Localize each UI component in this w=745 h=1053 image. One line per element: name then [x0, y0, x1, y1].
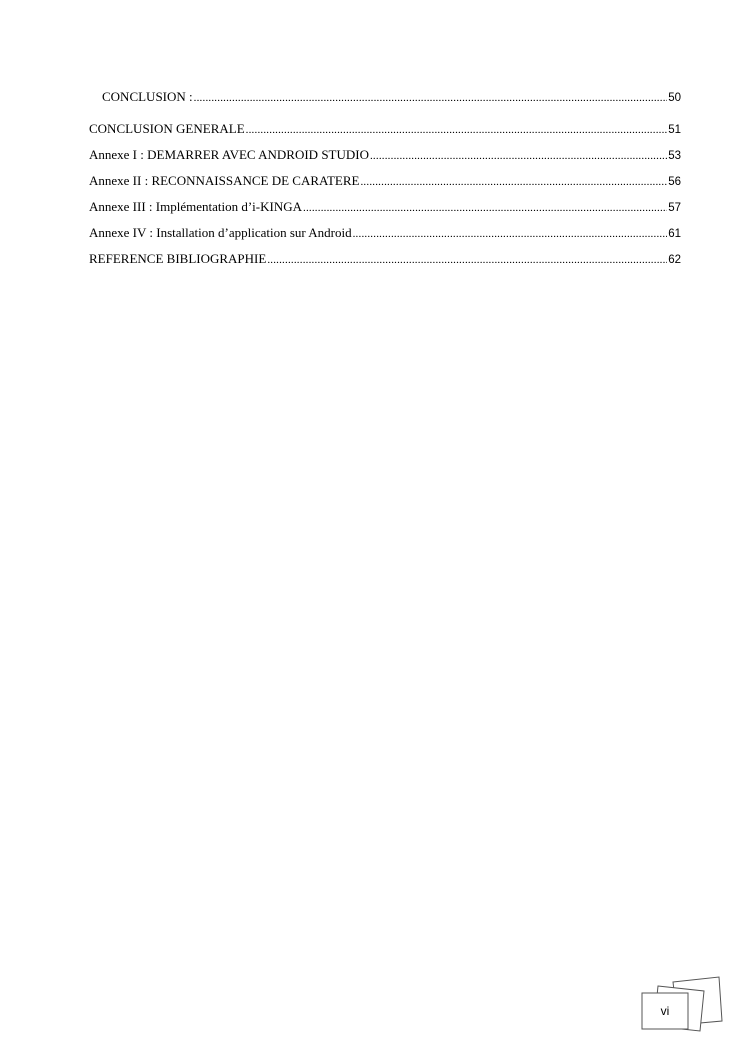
toc-entry-conclusion-generale[interactable]	[89, 120, 681, 139]
table-of-contents	[89, 88, 681, 269]
page-number-badge	[640, 975, 725, 1033]
toc-entry-reference-bibliographie[interactable]	[89, 250, 681, 269]
toc-entry-conclusion[interactable]	[89, 88, 681, 107]
toc-entry-annexe-3[interactable]	[89, 198, 681, 217]
toc-entry-annexe-2[interactable]	[89, 172, 681, 191]
toc-dot-leader	[194, 89, 668, 107]
page-number: vi	[660, 1004, 670, 1018]
toc-entry-title: Annexe IV : Installation d’application sur Android	[89, 225, 352, 240]
toc-entry-title: Annexe II : RECONNAISSANCE DE CARATERE	[89, 173, 360, 188]
toc-entry-page: 57	[668, 202, 681, 214]
toc-entry-page: 53	[668, 150, 681, 162]
toc-entry-annexe-1[interactable]	[89, 146, 681, 165]
toc-entry-title: Annexe III : Implémentation d’i-KINGA	[89, 199, 302, 214]
toc-entry-title: REFERENCE BIBLIOGRAPHIE	[89, 251, 267, 266]
toc-entry-title: CONCLUSION GENERALE	[89, 121, 245, 136]
toc-dot-leader	[246, 121, 668, 139]
toc-entry-annexe-4[interactable]	[89, 224, 681, 243]
toc-entry-page: 50	[668, 92, 681, 104]
toc-entry-page: 62	[668, 254, 681, 266]
toc-dot-leader	[353, 225, 668, 243]
toc-dot-leader	[360, 173, 667, 191]
toc-entry-title: Annexe I : DEMARRER AVEC ANDROID STUDIO	[89, 147, 369, 162]
toc-dot-leader	[370, 147, 667, 165]
toc-entry-title: CONCLUSION :	[102, 89, 193, 104]
toc-entry-page: 51	[668, 124, 681, 136]
toc-entry-page: 61	[668, 228, 681, 240]
toc-entry-page: 56	[668, 176, 681, 188]
toc-dot-leader	[267, 251, 667, 269]
toc-dot-leader	[303, 199, 667, 217]
